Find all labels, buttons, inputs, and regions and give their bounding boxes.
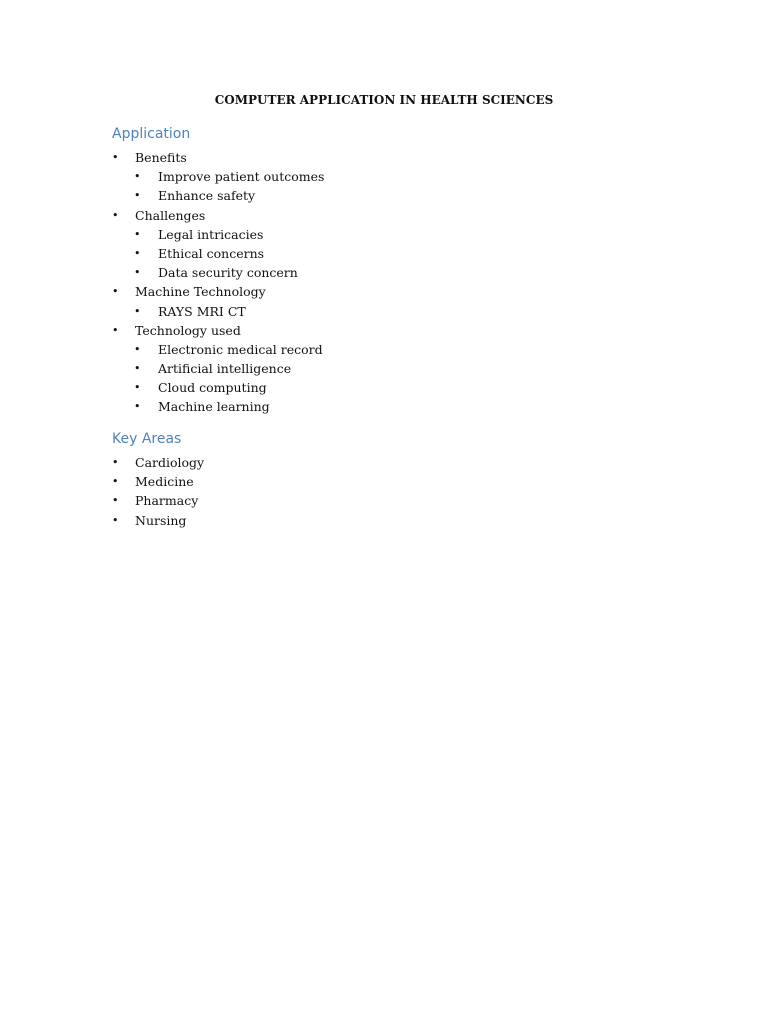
bullet-icon: • xyxy=(112,456,119,469)
list-item-label: Nursing xyxy=(135,512,187,528)
bullet-icon: • xyxy=(134,246,141,260)
list-item-label: Enhance safety xyxy=(158,188,256,204)
list-item-label: Challenges xyxy=(135,207,206,223)
list-item-label: Artificial intelligence xyxy=(158,361,292,377)
list-item xyxy=(112,206,672,225)
list-item xyxy=(112,340,672,359)
bullet-icon: • xyxy=(134,342,141,356)
list-item xyxy=(112,491,672,510)
bullet-icon: • xyxy=(134,304,141,318)
document-title: COMPUTER APPLICATION IN HEALTH SCIENCES xyxy=(214,93,554,107)
bullet-icon: • xyxy=(134,170,141,184)
list-item xyxy=(112,186,672,205)
list-item xyxy=(112,397,672,416)
list-item-label: Cardiology xyxy=(135,455,205,470)
section-heading-application: Application xyxy=(112,126,191,142)
list-item-label: Technology used xyxy=(135,322,241,338)
bullet-icon: • xyxy=(134,266,141,280)
list-item xyxy=(112,244,672,263)
bullet-icon: • xyxy=(134,400,141,414)
list-item-label: Machine Technology xyxy=(135,284,266,300)
bullet-icon: • xyxy=(112,208,119,222)
application-list xyxy=(112,148,672,417)
list-item-label: Machine learning xyxy=(158,399,270,415)
list-item-label: Legal intricacies xyxy=(158,226,264,242)
bullet-icon: • xyxy=(112,494,119,508)
list-item-label: Improve patient outcomes xyxy=(158,169,325,185)
list-item-label: Data security concern xyxy=(158,265,298,281)
bullet-icon: • xyxy=(112,285,119,299)
bullet-icon: • xyxy=(112,323,119,337)
list-item-label: Benefits xyxy=(135,150,187,165)
list-item xyxy=(112,359,672,378)
bullet-icon: • xyxy=(112,151,119,164)
list-item-label: RAYS MRI CT xyxy=(158,303,246,319)
list-item-label: Pharmacy xyxy=(135,493,199,509)
bullet-icon: • xyxy=(134,189,141,203)
list-item xyxy=(112,321,672,340)
list-item-label: Ethical concerns xyxy=(158,245,265,261)
key-areas-list xyxy=(112,453,672,530)
list-item-label: Medicine xyxy=(135,474,194,490)
section-application xyxy=(112,124,672,417)
list-item-label: Cloud computing xyxy=(158,380,267,396)
list-item xyxy=(112,282,672,301)
list-item xyxy=(112,378,672,397)
list-item-label: Electronic medical record xyxy=(158,341,323,357)
list-item xyxy=(112,511,672,530)
bullet-icon: • xyxy=(134,362,141,376)
list-item xyxy=(112,472,672,491)
section-heading-key-areas: Key Areas xyxy=(112,431,182,447)
list-item xyxy=(112,167,672,186)
bullet-icon: • xyxy=(112,475,119,489)
bullet-icon: • xyxy=(134,227,141,241)
bullet-icon: • xyxy=(134,381,141,395)
list-item xyxy=(112,302,672,321)
list-item xyxy=(112,263,672,282)
list-item xyxy=(112,225,672,244)
list-item xyxy=(112,453,672,472)
list-item xyxy=(112,148,672,167)
section-key-areas xyxy=(112,429,672,530)
bullet-icon: • xyxy=(112,513,119,527)
